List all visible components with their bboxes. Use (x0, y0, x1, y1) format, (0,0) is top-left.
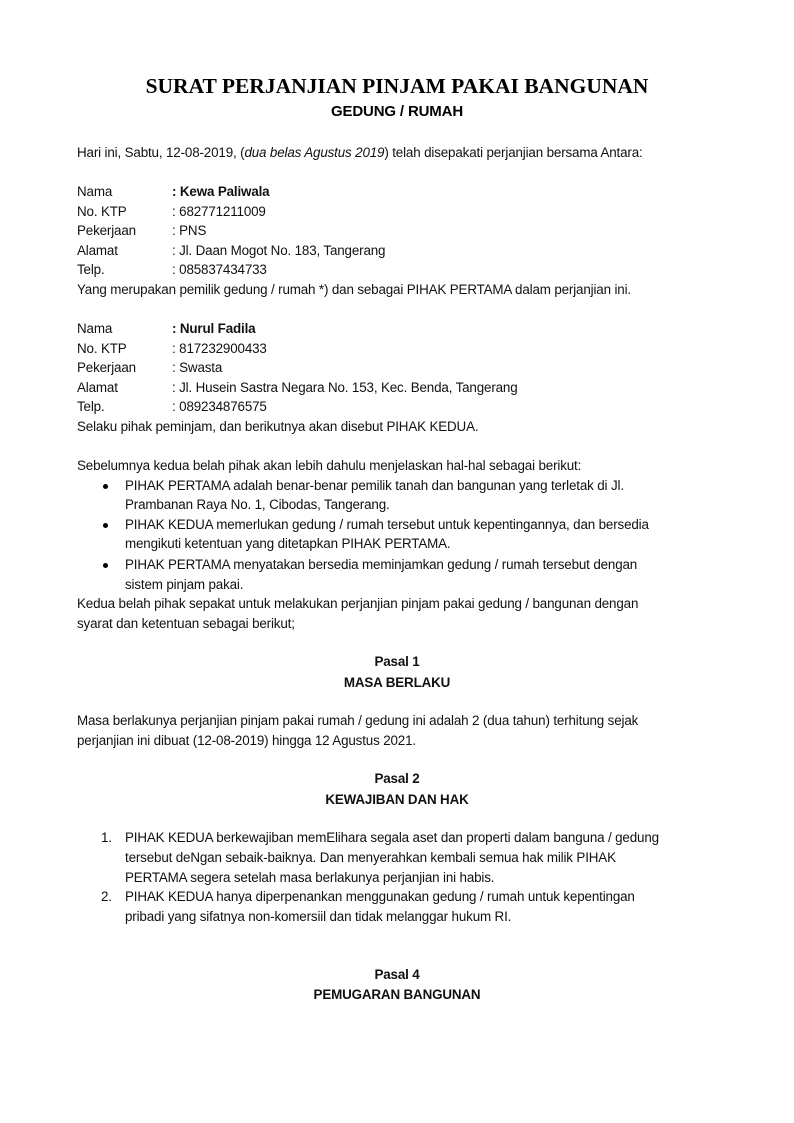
party1-role: Yang merupakan pemilik gedung / rumah *) dan sebagai PIHAK PERTAMA dalam perjanjian ini. (77, 281, 631, 297)
field-value: : 089234876575 (172, 399, 267, 414)
field-label: No. KTP (77, 203, 127, 219)
pasal2-item-1-line1: PIHAK KEDUA berkewajiban memElihara segala aset dan properti dalam banguna / gedung (125, 830, 659, 845)
intro-date-words: dua belas Agustus 2019 (244, 145, 385, 160)
pasal4-heading: PEMUGARAN BANGUNAN (313, 987, 481, 1002)
pasal1-body-line1: Masa berlakunya perjanjian pinjam pakai rumah / gedung ini adalah 2 (dua tahun) terhitung sejak (77, 713, 639, 728)
pasal2-item-2-line1: PIHAK KEDUA hanya diperpenankan menggunakan gedung / rumah untuk kepentingan (125, 889, 635, 904)
field-label: No. KTP (77, 340, 127, 356)
field-label: Telp. (77, 262, 105, 277)
pasal2-item-2-line2: pribadi yang sifatnya non-komersiil dan tidak melanggar hukum RI. (125, 908, 512, 924)
preamble-closing-line2: syarat dan ketentuan sebagai berikut; (77, 615, 295, 631)
pasal2-number: Pasal 2 (374, 771, 420, 786)
preamble-closing-line1: Kedua belah pihak sepakat untuk melakukan perjanjian pinjam pakai gedung / bangunan dengan (77, 596, 639, 611)
pasal4-number: Pasal 4 (374, 967, 420, 982)
party1-address-row (77, 241, 385, 260)
preamble-lead: Sebelumnya kedua belah pihak akan lebih dahulu menjelaskan hal-hal sebagai berikut: (77, 458, 582, 473)
list-number: 1. (101, 830, 112, 845)
field-value: : PNS (172, 223, 207, 238)
field-label: Pekerjaan (77, 360, 136, 375)
field-value: : Jl. Husein Sastra Negara No. 153, Kec. Benda, Tangerang (172, 379, 518, 395)
field-value: : Nurul Fadila (172, 321, 256, 336)
party2-ktp-row (77, 339, 267, 358)
bullet-item-2-line2: mengikuti ketentuan yang ditetapkan PIHAK PERTAMA. (125, 536, 451, 551)
field-value: : 817232900433 (172, 340, 267, 356)
pasal2-heading: KEWAJIBAN DAN HAK (325, 792, 469, 807)
bullet-item-1-line2: Prambanan Raya No. 1, Cibodas, Tangerang. (125, 497, 390, 512)
field-value: : Kewa Paliwala (172, 184, 270, 199)
field-label: Nama (77, 321, 113, 336)
document-title: SURAT PERJANJIAN PINJAM PAKAI BANGUNAN (145, 74, 649, 98)
intro-paragraph (77, 143, 643, 162)
party1-name-row (77, 182, 269, 201)
field-label: Alamat (77, 379, 118, 395)
field-value: : Jl. Daan Mogot No. 183, Tangerang (172, 242, 386, 258)
party2-role: Selaku pihak peminjam, dan berikutnya akan disebut PIHAK KEDUA. (77, 418, 479, 434)
list-number: 2. (101, 889, 112, 904)
field-value: : Swasta (172, 360, 223, 375)
pasal1-heading: MASA BERLAKU (343, 675, 451, 690)
party1-phone-row (77, 260, 267, 279)
pasal1-number: Pasal 1 (374, 654, 420, 669)
bullet-icon (103, 555, 113, 574)
pasal1-body-line2: perjanjian ini dibuat (12-08-2019) hingga 12 Agustus 2021. (77, 733, 416, 748)
field-label: Pekerjaan (77, 223, 136, 238)
field-label: Alamat (77, 242, 118, 258)
field-label: Nama (77, 184, 113, 199)
bullet-icon (103, 515, 113, 534)
bullet-item-3-line2: sistem pinjam pakai. (125, 576, 244, 592)
party2-name-row (77, 319, 255, 338)
bullet-item-3-line1: PIHAK PERTAMA menyatakan bersedia meminjamkan gedung / rumah tersebut dengan (125, 557, 638, 572)
party2-address-row (77, 378, 518, 397)
field-label: Telp. (77, 399, 105, 414)
pasal2-item-1-line2: tersebut deNgan sebaik-baiknya. Dan menyerahkan kembali semua hak milik PIHAK (125, 850, 616, 865)
party2-job-row (77, 358, 222, 377)
bullet-item-2-line1: PIHAK KEDUA memerlukan gedung / rumah tersebut untuk kepentingannya, dan bersedia (125, 516, 649, 532)
intro-suffix: ) telah disepakati perjanjian bersama Antara: (384, 145, 643, 160)
party1-job-row (77, 221, 206, 240)
party1-ktp-row (77, 202, 266, 221)
document-subtitle: GEDUNG / RUMAH (330, 103, 464, 120)
intro-prefix: Hari ini, Sabtu, 12-08-2019, ( (77, 145, 245, 160)
pasal2-item-1-line3: PERTAMA segera setelah masa berlakunya perjanjian ini habis. (125, 869, 495, 885)
field-value: : 682771211009 (172, 203, 266, 219)
field-value: : 085837434733 (172, 262, 267, 277)
bullet-icon (103, 476, 113, 495)
bullet-item-1-line1: PIHAK PERTAMA adalah benar-benar pemilik tanah dan bangunan yang terletak di Jl. (125, 477, 624, 493)
party2-phone-row (77, 397, 267, 416)
